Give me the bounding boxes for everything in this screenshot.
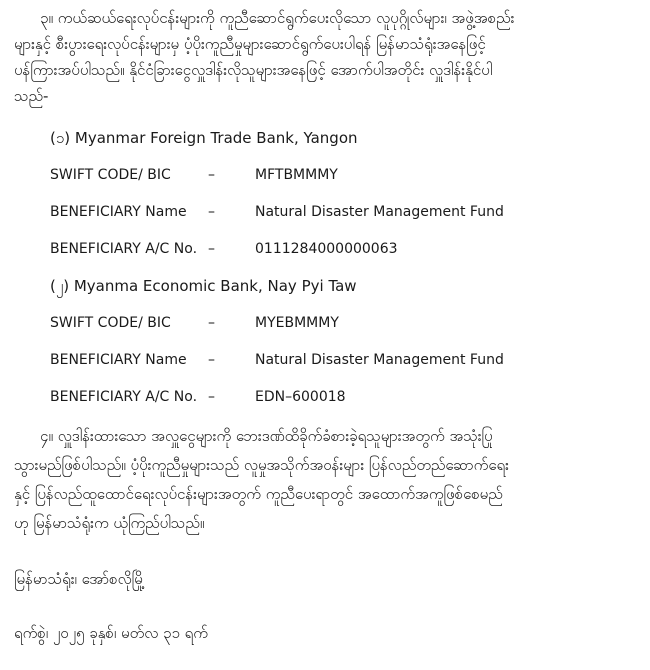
field-separator: – <box>208 389 215 405</box>
field-separator: – <box>208 167 215 183</box>
field-value: MFTBMMMY <box>255 167 338 183</box>
field-label: BENEFICIARY A/C No. <box>50 389 198 405</box>
sender-line: မြန်မာသံရုံး၊ အော်စလိုမြို့ <box>14 570 146 588</box>
field-separator: – <box>208 352 215 368</box>
field-label: BENEFICIARY Name <box>50 352 187 368</box>
paragraph-line: များနှင့် စီးပွားရေးလုပ်ငန်းများမှ ပံ့ပိုးကူညီမှုများဆောင်ရွက်ပေးပါရန် မြန်မာသံရုံးအနေဖြင့် <box>14 35 486 53</box>
field-value: Natural Disaster Management Fund <box>255 204 504 220</box>
paragraph-line: ၄။ လှူဒါန်းထားသော အလှူငွေများကို ဘေးဒဏ်ထိခိုက်ခံစားခဲ့ရသူများအတွက် အသုံးပြု <box>40 427 493 445</box>
field-value: EDN–600018 <box>255 389 346 405</box>
paragraph-line: ဟု မြန်မာသံရုံးက ယုံကြည်ပါသည်။ <box>14 514 205 532</box>
bank-title: (၂) Myanma Economic Bank, Nay Pyi Taw <box>50 277 357 295</box>
field-label: SWIFT CODE/ BIC <box>50 167 171 183</box>
field-value: Natural Disaster Management Fund <box>255 352 504 368</box>
field-separator: – <box>208 315 215 331</box>
paragraph-line: ပန်ကြားအပ်ပါသည်။ နိုင်ငံခြားငွေလှူဒါန်းလိုသူများအနေဖြင့် အောက်ပါအတိုင်း လှူဒါန်းနိုင်ပါ <box>14 61 493 79</box>
field-label: BENEFICIARY A/C No. <box>50 241 198 257</box>
field-label: SWIFT CODE/ BIC <box>50 315 171 331</box>
bank-title: (၁) Myanmar Foreign Trade Bank, Yangon <box>50 129 358 147</box>
field-value: MYEBMMMY <box>255 315 339 331</box>
paragraph-line: သွားမည်ဖြစ်ပါသည်။ ပံ့ပိုးကူညီမှုများသည် လူမှုအသိုက်အဝန်းများ ပြန်လည်တည်ဆောက်ရေး <box>14 456 509 474</box>
field-separator: – <box>208 204 215 220</box>
date-line: ရက်စွဲ၊ ၂၀၂၅ ခုနှစ်၊ မတ်လ ၃၁ ရက် <box>14 624 208 642</box>
field-value: 0111284000000063 <box>255 241 398 257</box>
paragraph-line: သည်- <box>14 87 49 105</box>
paragraph-line: ၃။ ကယ်ဆယ်ရေးလုပ်ငန်းများကို ကူညီဆောင်ရွက်ပေးလိုသော လူပုဂ္ဂိုလ်များ၊ အဖွဲ့အစည်း <box>40 9 515 27</box>
field-separator: – <box>208 241 215 257</box>
field-label: BENEFICIARY Name <box>50 204 187 220</box>
paragraph-line: နှင့် ပြန်လည်ထူထောင်ရေးလုပ်ငန်းများအတွက် ကူညီပေးရာတွင် အထောက်အကူဖြစ်စေမည် <box>14 485 503 503</box>
